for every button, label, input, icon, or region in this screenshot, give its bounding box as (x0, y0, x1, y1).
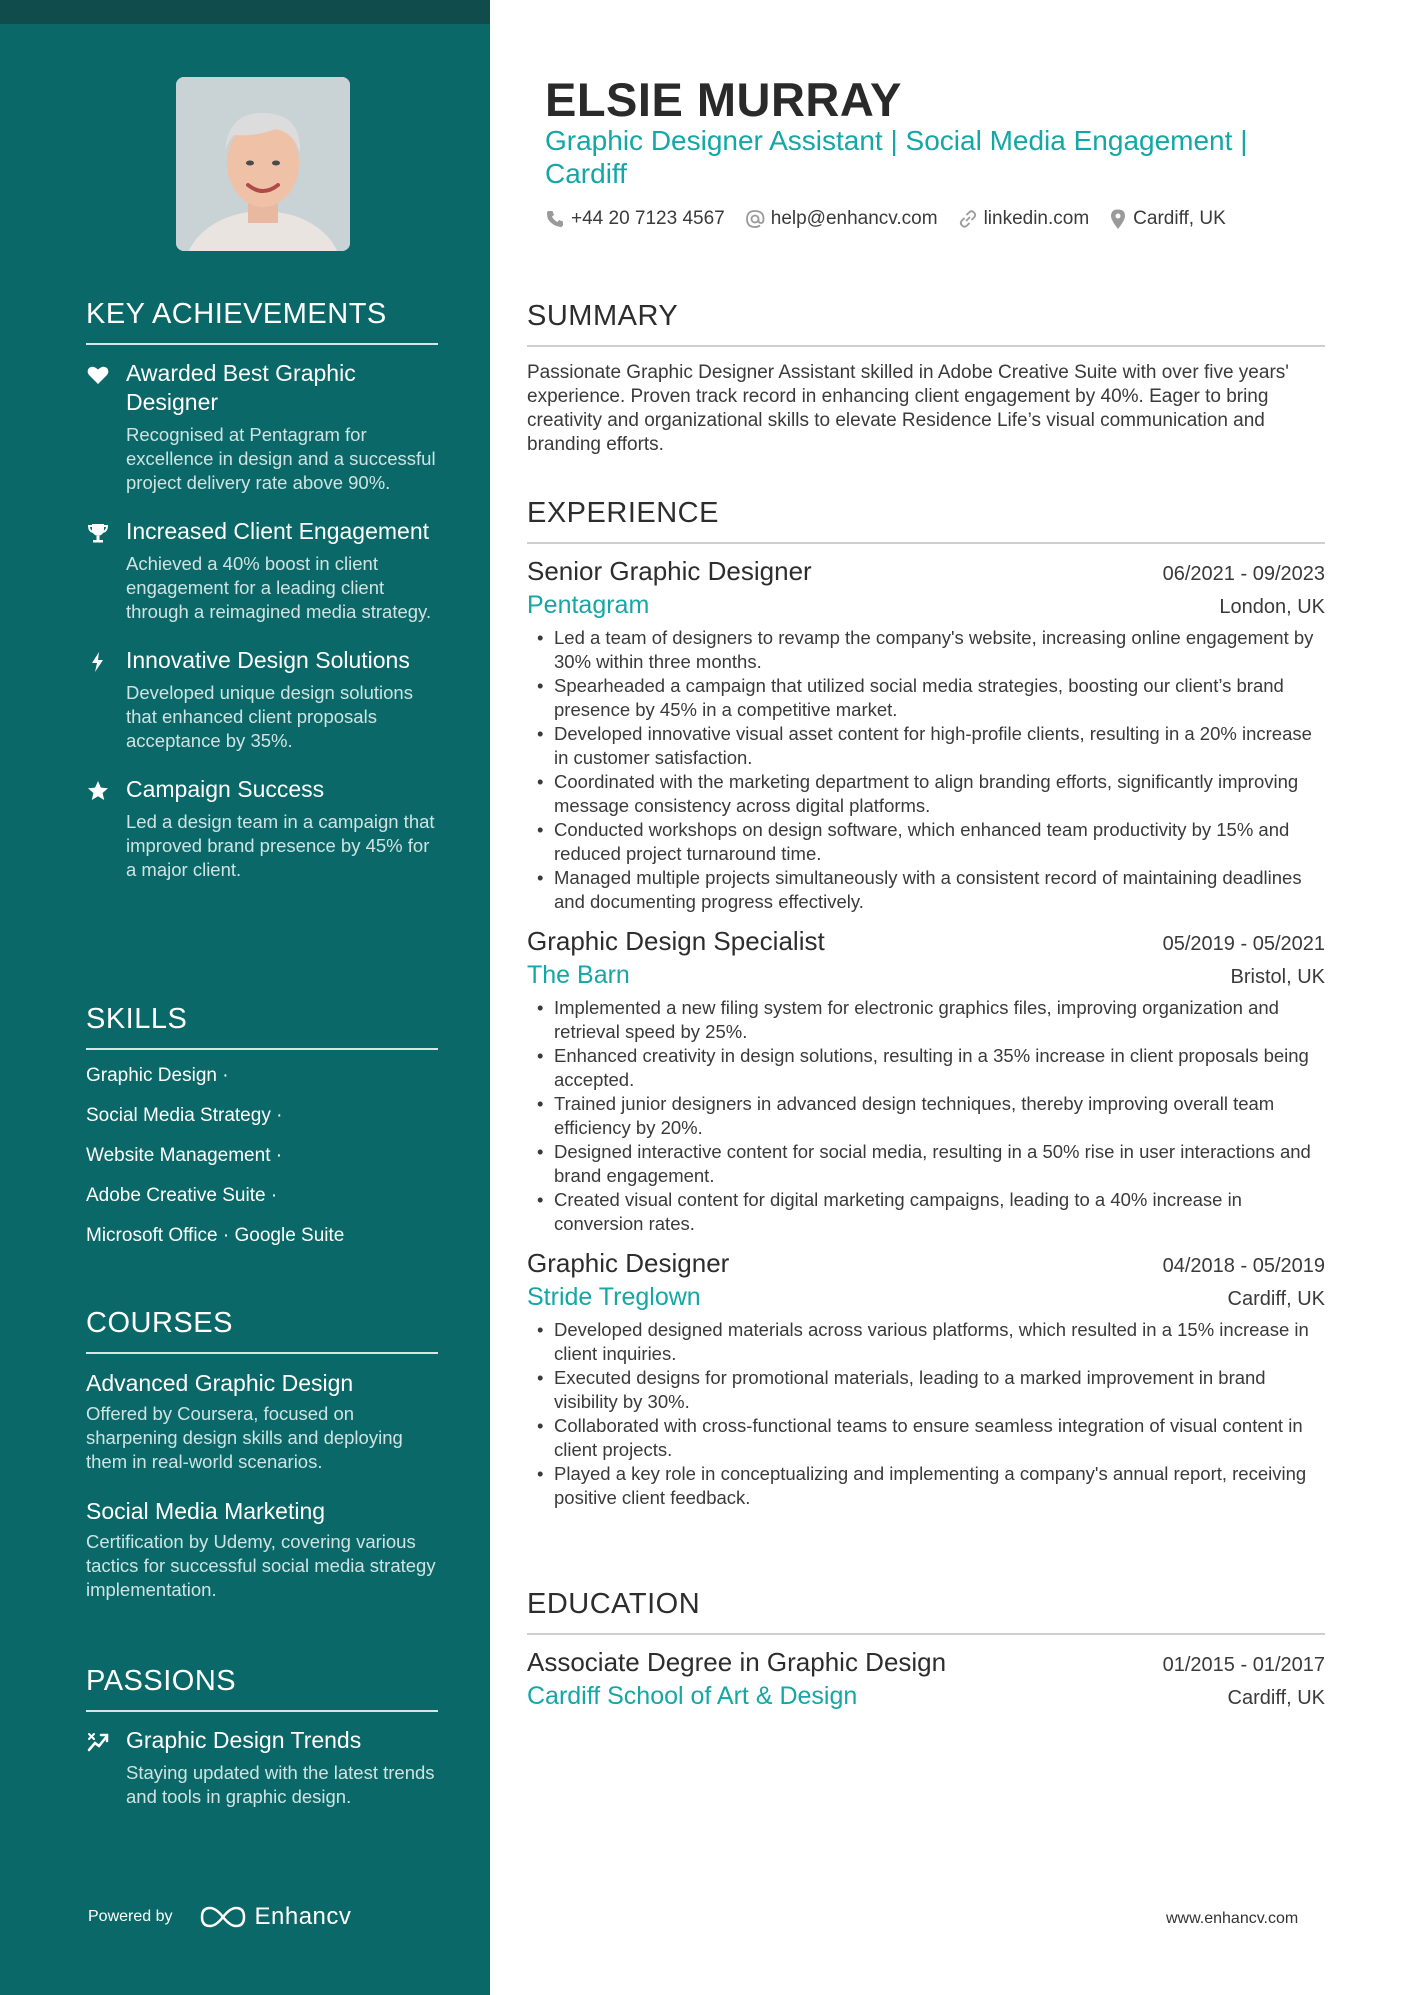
skill-item: Social Media Strategy · (86, 1105, 283, 1126)
course-description: Offered by Coursera, focused on sharpening design skills and deploying them in real-world scenarios. (86, 1403, 403, 1472)
job-bullet: • Led a team of designers to revamp the company's website, increasing online engagement by 30% within three months. (527, 626, 1325, 674)
skill-item: Adobe Creative Suite · (86, 1185, 278, 1206)
experience-section (527, 497, 1325, 1510)
enhancv-brand: Enhancv (254, 1903, 352, 1930)
skills-section (86, 1003, 438, 1264)
job-title: Senior Graphic Designer (527, 556, 812, 586)
achievements-heading: KEY ACHIEVEMENTS (86, 298, 438, 345)
achievements-section (86, 298, 438, 904)
course-description: Certification by Udemy, covering various tactics for successful social media strategy implementation. (86, 1531, 436, 1600)
summary-heading: SUMMARY (527, 300, 1325, 347)
job-bullet: • Played a key role in conceptualizing and implementing a company's annual report, receiving positive client feedback. (527, 1462, 1325, 1510)
headline: Graphic Designer Assistant | Social Media Engagement | Cardiff (545, 125, 1248, 189)
job-bullet: • Enhanced creativity in design solutions, resulting in a 35% increase in client proposals being accepted. (527, 1044, 1325, 1092)
course-title: Social Media Marketing (86, 1498, 326, 1524)
skill-item: Website Management · (86, 1145, 283, 1166)
link-icon (958, 209, 978, 229)
job-dates: 06/2021 - 09/2023 (1162, 563, 1325, 585)
job-bullet: • Developed designed materials across various platforms, which resulted in a 15% increase in client inquiries. (527, 1318, 1325, 1366)
education-location: Cardiff, UK (1227, 1687, 1325, 1709)
job-location: Bristol, UK (1230, 966, 1325, 988)
enhancv-logo-icon (199, 1904, 247, 1930)
skill-item: Graphic Design · (86, 1065, 229, 1086)
passion-title: Graphic Design Trends (126, 1727, 362, 1753)
skill-item: Microsoft Office · Google Suite (86, 1225, 345, 1246)
job-bullet: • Trained junior designers in advanced design techniques, thereby improving overall team efficiency by 20%. (527, 1092, 1325, 1140)
achievement-item (86, 646, 438, 753)
achievement-item (86, 775, 438, 882)
passions-section (86, 1665, 438, 1831)
achievement-title: Innovative Design Solutions (126, 647, 410, 673)
at-icon (745, 209, 765, 229)
education-section (527, 1588, 1325, 1713)
experience-heading: EXPERIENCE (527, 497, 1325, 544)
achievement-description: Developed unique design solutions that enhanced client proposals acceptance by 35%. (126, 682, 413, 751)
achievement-item (86, 359, 438, 495)
job-company: Stride Treglown (527, 1283, 701, 1311)
sidebar-top-bar (0, 0, 490, 24)
candidate-name: ELSIE MURRAY (545, 73, 902, 126)
job-bullet: • Spearheaded a campaign that utilized social media strategies, boosting our client’s brand presence by 45% in a competitive market. (527, 674, 1325, 722)
achievement-title: Increased Client Engagement (126, 518, 430, 544)
job-dates: 05/2019 - 05/2021 (1162, 933, 1325, 955)
job-title: Graphic Designer (527, 1248, 730, 1278)
job-bullet: • Conducted workshops on design software, which enhanced team productivity by 15% and reduced project turnaround time. (527, 818, 1325, 866)
job-bullets (527, 1318, 1325, 1510)
powered-by-label: Powered by (88, 1908, 173, 1925)
course-title: Advanced Graphic Design (86, 1370, 354, 1396)
star-icon (86, 779, 110, 803)
courses-section (86, 1307, 438, 1624)
passion-description: Staying updated with the latest trends and tools in graphic design. (126, 1762, 435, 1807)
trophy-icon (86, 521, 110, 545)
contact-email[interactable] (745, 208, 938, 230)
courses-heading: COURSES (86, 1307, 438, 1354)
job-bullet: • Developed innovative visual asset content for high-profile clients, resulting in a 20% increase in customer satisfaction. (527, 722, 1325, 770)
contact-location (1109, 208, 1226, 230)
trend-icon (86, 1730, 110, 1754)
bolt-icon (86, 650, 110, 674)
job-company: Pentagram (527, 591, 650, 619)
job-company: The Barn (527, 961, 630, 989)
job-entry (527, 554, 1325, 914)
achievement-description: Recognised at Pentagram for excellence in design and a successful project delivery rate above 90%. (126, 424, 436, 493)
course-item (86, 1368, 438, 1474)
job-bullet: • Created visual content for digital marketing campaigns, leading to a 40% increase in conversion rates. (527, 1188, 1325, 1236)
achievement-title: Awarded Best Graphic Designer (126, 360, 356, 415)
skills-heading: SKILLS (86, 1003, 438, 1050)
job-bullets (527, 626, 1325, 914)
job-entry (527, 1246, 1325, 1510)
job-bullet: • Collaborated with cross-functional teams to ensure seamless integration of visual content in client projects. (527, 1414, 1325, 1462)
powered-by (88, 1903, 351, 1931)
job-bullet: • Managed multiple projects simultaneously with a consistent record of maintaining deadlines and documenting progress effectively. (527, 866, 1325, 914)
phone-number: +44 20 7123 4567 (571, 208, 725, 229)
heart-icon (86, 363, 110, 387)
sidebar (0, 0, 490, 1995)
job-bullet: • Designed interactive content for social media, resulting in a 50% rise in user interactions and brand engagement. (527, 1140, 1325, 1188)
achievement-description: Achieved a 40% boost in client engagement for a leading client through a reimagined media strategy. (126, 553, 432, 622)
enhancv-logo[interactable] (199, 1903, 352, 1931)
job-bullet: • Executed designs for promotional materials, leading to a marked improvement in brand visibility by 30%. (527, 1366, 1325, 1414)
job-title: Graphic Design Specialist (527, 926, 825, 956)
profile-photo (176, 77, 350, 251)
job-entry (527, 924, 1325, 1236)
achievement-description: Led a design team in a campaign that improved brand presence by 45% for a major client. (126, 811, 435, 880)
job-location: London, UK (1219, 596, 1325, 618)
course-item (86, 1496, 438, 1602)
location-pin-icon (1109, 208, 1127, 230)
phone-icon (545, 209, 565, 229)
location-text: Cardiff, UK (1133, 208, 1226, 229)
achievement-item (86, 517, 438, 624)
education-dates: 01/2015 - 01/2017 (1162, 1654, 1325, 1676)
passion-item (86, 1726, 438, 1809)
job-bullet: • Coordinated with the marketing department to align branding efforts, significantly improving message consistency across digital platforms. (527, 770, 1325, 818)
school-name: Cardiff School of Art & Design (527, 1682, 858, 1710)
education-heading: EDUCATION (527, 1588, 1325, 1635)
linkedin-url: linkedin.com (983, 208, 1090, 229)
job-bullets (527, 996, 1325, 1236)
degree-title: Associate Degree in Graphic Design (527, 1647, 947, 1677)
contact-bar (545, 208, 1246, 230)
passions-heading: PASSIONS (86, 1665, 438, 1712)
job-bullet: • Implemented a new filing system for electronic graphics files, improving organization and retrieval speed by 25%. (527, 996, 1325, 1044)
footer-url[interactable]: www.enhancv.com (1166, 1910, 1299, 1927)
contact-phone[interactable] (545, 208, 725, 230)
achievement-title: Campaign Success (126, 776, 325, 802)
summary-section (527, 300, 1325, 457)
education-entry (527, 1645, 1325, 1713)
job-location: Cardiff, UK (1227, 1288, 1325, 1310)
job-dates: 04/2018 - 05/2019 (1162, 1255, 1325, 1277)
summary-text: Passionate Graphic Designer Assistant skilled in Adobe Creative Suite with over five years' experience. Proven track record in enhancing client engagement by 40%. Eager to bring creativity and organizational skills to elevate Residence Life’s visual communication and branding efforts. (527, 362, 1289, 455)
contact-linkedin[interactable] (958, 208, 1090, 230)
email-address: help@enhancv.com (770, 208, 938, 229)
